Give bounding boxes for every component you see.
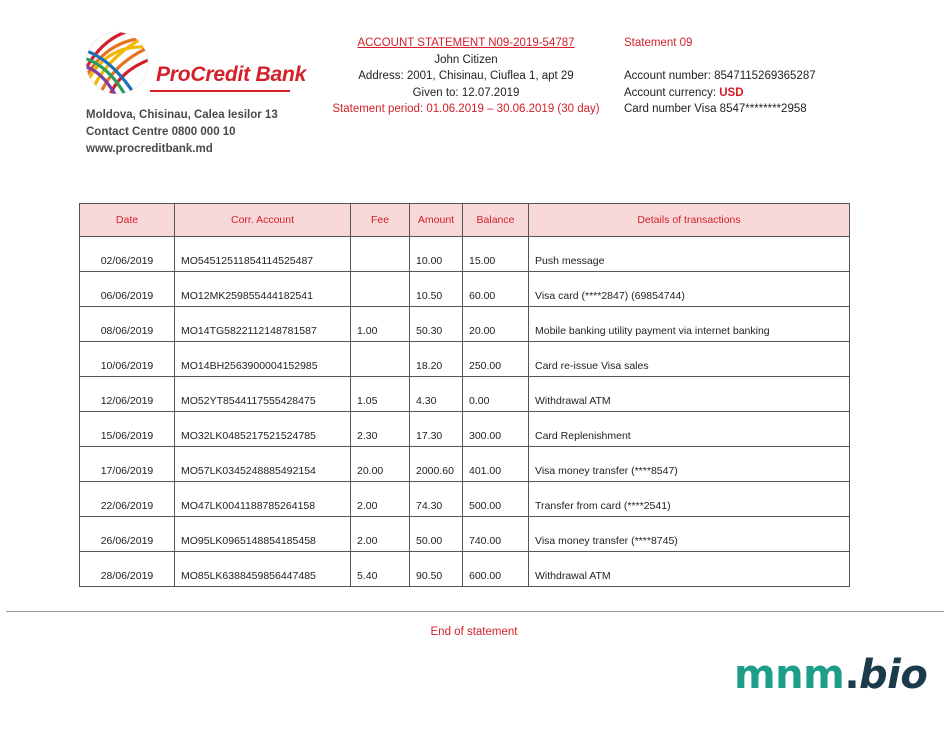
- cell-account: MO57LK0345248885492154: [175, 447, 351, 482]
- column-header-amount: Amount: [410, 204, 463, 237]
- cell-details: Visa money transfer (****8547): [529, 447, 850, 482]
- table-row: [80, 342, 850, 377]
- cell-date: 28/06/2019: [80, 552, 175, 587]
- cell-fee: 2.00: [351, 517, 410, 552]
- cell-amount: 4.30: [410, 377, 463, 412]
- currency-value: USD: [719, 86, 744, 99]
- column-header-details: Details of transactions: [529, 204, 850, 237]
- cell-date: 02/06/2019: [80, 237, 175, 272]
- cell-balance: 600.00: [463, 552, 529, 587]
- table-row: [80, 272, 850, 307]
- cell-details: Withdrawal ATM: [529, 552, 850, 587]
- cell-details: Card Replenishment: [529, 412, 850, 447]
- cell-fee: [351, 237, 410, 272]
- cell-details: Card re-issue Visa sales: [529, 342, 850, 377]
- statement-period: Statement period: 01.06.2019 – 30.06.2019 (30 day): [332, 103, 600, 115]
- account-holder: John Citizen: [434, 53, 498, 66]
- cell-account: MO54512511854114525487: [175, 237, 351, 272]
- table-row: [80, 552, 850, 587]
- cell-account: MO47LK0041188785264158: [175, 482, 351, 517]
- cell-balance: 20.00: [463, 307, 529, 342]
- cell-fee: [351, 272, 410, 307]
- end-of-statement: End of statement: [430, 626, 518, 638]
- table-row: [80, 237, 850, 272]
- cell-balance: 740.00: [463, 517, 529, 552]
- cell-details: Mobile banking utility payment via internet banking: [529, 307, 850, 342]
- cell-balance: 401.00: [463, 447, 529, 482]
- cell-balance: 300.00: [463, 412, 529, 447]
- watermark-part-1: mnm: [734, 652, 845, 698]
- cell-date: 17/06/2019: [80, 447, 175, 482]
- footer-divider: [6, 611, 944, 612]
- cell-account: MO52YT8544117555428475: [175, 377, 351, 412]
- cell-fee: 2.00: [351, 482, 410, 517]
- table-row: [80, 447, 850, 482]
- cell-fee: 2.30: [351, 412, 410, 447]
- cell-amount: 50.30: [410, 307, 463, 342]
- logo-underline: [150, 90, 290, 92]
- account-details: [624, 35, 816, 118]
- given-to-date: Given to: 12.07.2019: [412, 86, 520, 99]
- bank-contact-info: [86, 107, 278, 158]
- cell-date: 26/06/2019: [80, 517, 175, 552]
- statement-number: Statement 09: [624, 37, 693, 49]
- cell-amount: 50.00: [410, 517, 463, 552]
- cell-fee: 1.05: [351, 377, 410, 412]
- statement-header: [316, 35, 616, 118]
- watermark-dot: .: [844, 652, 860, 698]
- table-row: [80, 517, 850, 552]
- watermark-logo: [734, 652, 927, 698]
- bank-website: www.procreditbank.md: [86, 143, 213, 155]
- cell-account: MO14BH2563900004152985: [175, 342, 351, 377]
- cell-balance: 500.00: [463, 482, 529, 517]
- cell-amount: 2000.60: [410, 447, 463, 482]
- column-header-balance: Balance: [463, 204, 529, 237]
- card-number: Card number Visa 8547********2958: [624, 103, 807, 115]
- cell-balance: 60.00: [463, 272, 529, 307]
- account-currency: [624, 85, 816, 102]
- cell-account: MO12MK259855444182541: [175, 272, 351, 307]
- cell-date: 08/06/2019: [80, 307, 175, 342]
- cell-details: Visa card (****2847) (69854744): [529, 272, 850, 307]
- bank-contact-centre: Contact Centre 0800 000 10: [86, 126, 236, 138]
- holder-address: Address: 2001, Chisinau, Ciuflea 1, apt 29: [358, 70, 574, 82]
- cell-amount: 10.50: [410, 272, 463, 307]
- cell-details: Withdrawal ATM: [529, 377, 850, 412]
- cell-amount: 10.00: [410, 237, 463, 272]
- transactions-body: [80, 237, 850, 587]
- bank-address: Moldova, Chisinau, Calea Iesilor 13: [86, 109, 278, 121]
- cell-date: 22/06/2019: [80, 482, 175, 517]
- transactions-table: [79, 203, 850, 587]
- cell-details: Push message: [529, 237, 850, 272]
- cell-date: 10/06/2019: [80, 342, 175, 377]
- cell-account: MO14TG5822112148781587: [175, 307, 351, 342]
- bank-name-logo-text: ProCredit Bank: [156, 63, 307, 86]
- table-row: [80, 412, 850, 447]
- account-currency-label: Account currency:: [624, 86, 720, 99]
- cell-account: MO95LK0965148854185458: [175, 517, 351, 552]
- table-row: [80, 377, 850, 412]
- watermark-part-2: bio: [859, 652, 928, 698]
- cell-amount: 18.20: [410, 342, 463, 377]
- cell-amount: 17.30: [410, 412, 463, 447]
- cell-balance: 15.00: [463, 237, 529, 272]
- cell-details: Visa money transfer (****8745): [529, 517, 850, 552]
- statement-title: ACCOUNT STATEMENT N09-2019-54787: [357, 37, 575, 49]
- column-header-corr-account: Corr. Account: [175, 204, 351, 237]
- cell-date: 06/06/2019: [80, 272, 175, 307]
- cell-amount: 74.30: [410, 482, 463, 517]
- cell-fee: 5.40: [351, 552, 410, 587]
- table-header-row: [80, 204, 850, 237]
- cell-date: 12/06/2019: [80, 377, 175, 412]
- column-header-fee: Fee: [351, 204, 410, 237]
- cell-account: MO32LK0485217521524785: [175, 412, 351, 447]
- procredit-globe-logo-icon: [84, 30, 154, 100]
- cell-amount: 90.50: [410, 552, 463, 587]
- table-row: [80, 482, 850, 517]
- cell-balance: 0.00: [463, 377, 529, 412]
- table-row: [80, 307, 850, 342]
- cell-details: Transfer from card (****2541): [529, 482, 850, 517]
- cell-fee: 1.00: [351, 307, 410, 342]
- cell-fee: 20.00: [351, 447, 410, 482]
- cell-date: 15/06/2019: [80, 412, 175, 447]
- cell-fee: [351, 342, 410, 377]
- cell-balance: 250.00: [463, 342, 529, 377]
- cell-account: MO85LK6388459856447485: [175, 552, 351, 587]
- column-header-date: Date: [80, 204, 175, 237]
- account-number: Account number: 8547115269365287: [624, 70, 816, 82]
